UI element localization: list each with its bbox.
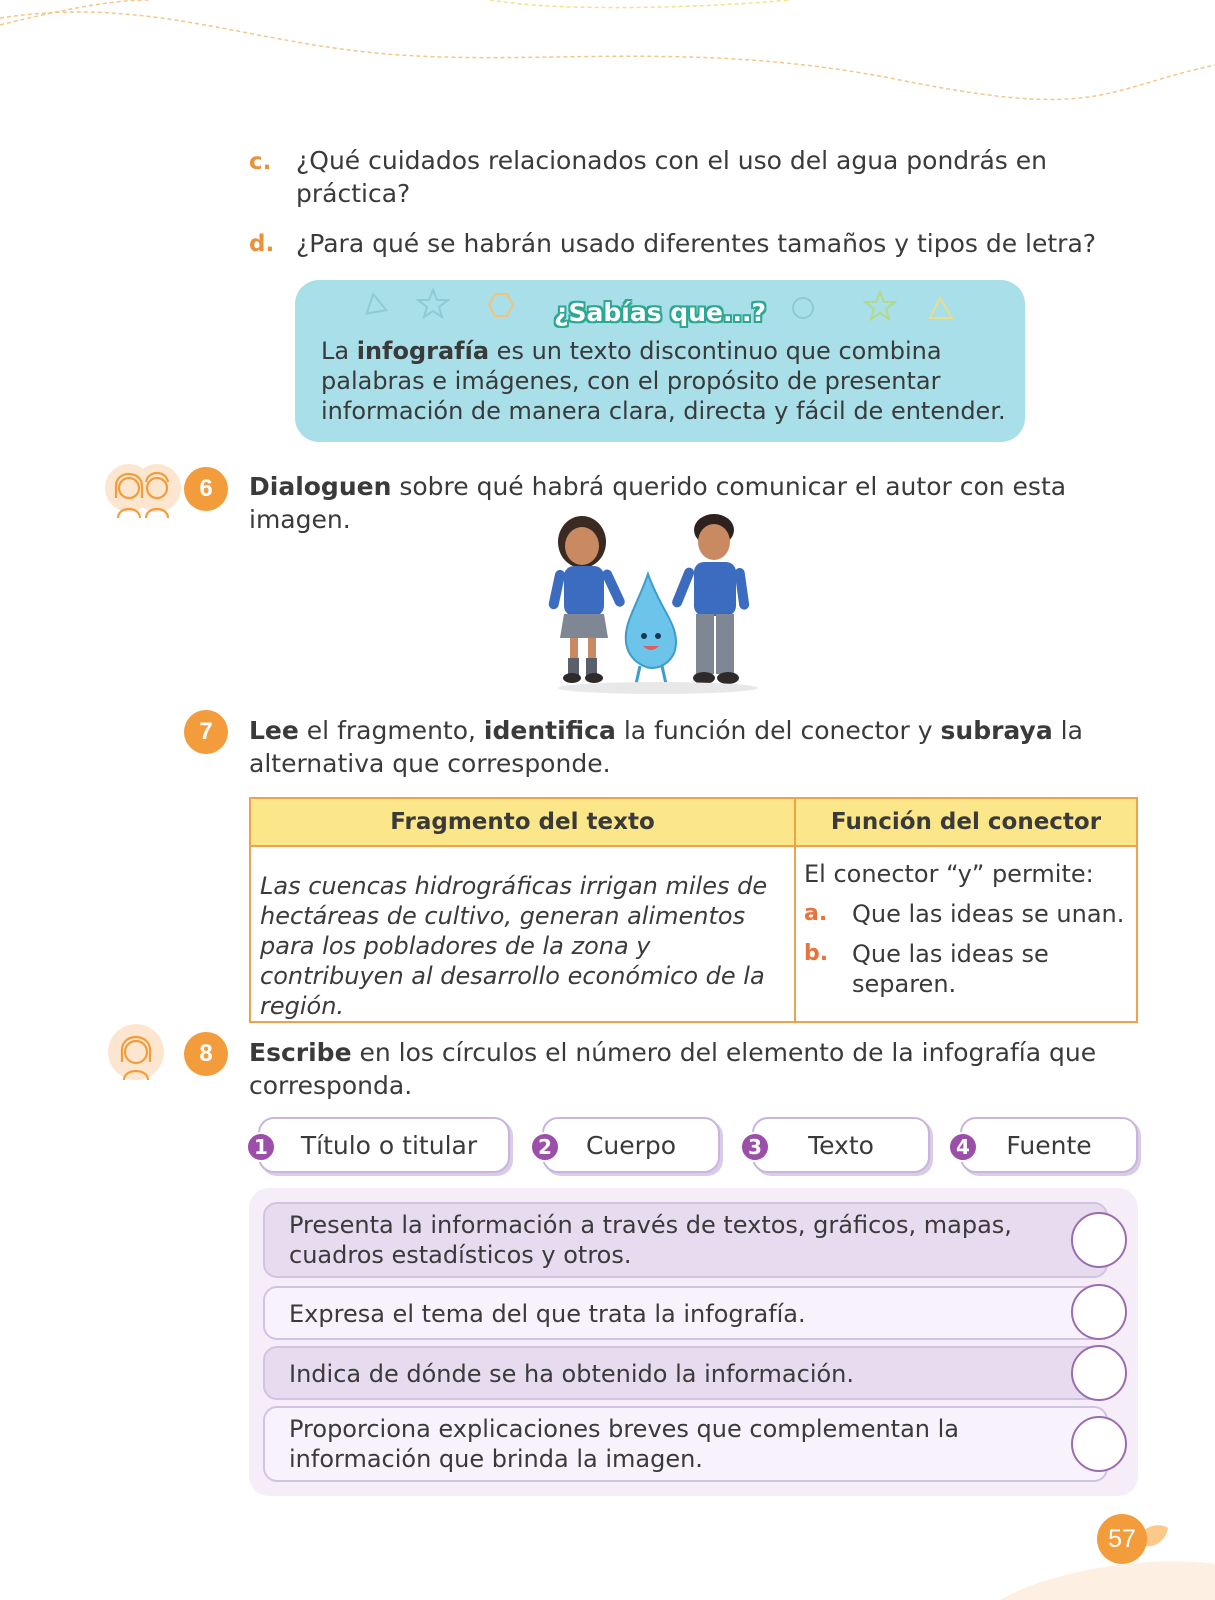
- activity-8-badge: 8: [184, 1032, 228, 1076]
- question-d-text: ¿Para qué se habrán usado diferentes tamaños y tipos de letra?: [296, 229, 1097, 258]
- table-header-function: Función del conector: [795, 798, 1137, 846]
- page-number: 57: [1097, 1514, 1147, 1564]
- sabias-que-title: ¿Sabías que...?: [554, 298, 766, 327]
- element-number-4: 4: [948, 1132, 978, 1162]
- description-text-3: Indica de dónde se ha obtenido la información.: [289, 1360, 855, 1388]
- option-a[interactable]: [804, 899, 1128, 929]
- option-b[interactable]: [804, 939, 1128, 999]
- answer-circle-2[interactable]: [1071, 1284, 1127, 1340]
- element-label-1: Título o titular: [300, 1130, 478, 1160]
- option-a-letter: a.: [804, 901, 828, 926]
- question-c-letter: c.: [249, 149, 272, 175]
- description-text-1: Presenta la información a través de textos, gráficos, mapas, cuadros estadísticos y otros.: [289, 1211, 1012, 1269]
- option-b-text: Que las ideas se separen.: [852, 940, 1049, 998]
- sabias-body-pre: La: [321, 337, 357, 365]
- element-label-3: Texto: [808, 1130, 874, 1160]
- activity-6-badge: 6: [184, 467, 228, 511]
- answer-circle-1[interactable]: [1071, 1212, 1127, 1268]
- answer-circle-4[interactable]: [1071, 1416, 1127, 1472]
- element-pill-4: [956, 1117, 1138, 1173]
- connector-table: [249, 797, 1138, 1023]
- activity-7-bold-lee: Lee: [249, 716, 299, 745]
- question-d-letter: d.: [249, 231, 275, 257]
- activity-8-rest: en los círculos el número del elemento de la infografía que corresponda.: [249, 1038, 1097, 1100]
- function-intro: El conector “y” permite:: [804, 860, 1094, 888]
- activity-7-text-3: la alternativa que corresponde.: [249, 716, 1083, 778]
- descriptions-panel: [249, 1188, 1138, 1496]
- connector-function-cell: [795, 846, 1137, 1022]
- description-row-1: [263, 1202, 1108, 1278]
- sabias-que-body: [321, 336, 1011, 426]
- activity-7-bold-subraya: subraya: [940, 716, 1053, 745]
- option-a-text: Que las ideas se unan.: [852, 900, 1125, 928]
- activity-7-text: [249, 714, 1109, 780]
- element-label-4: Fuente: [1006, 1130, 1092, 1160]
- activity-7-text-2: la función del conector y: [615, 716, 941, 745]
- children-water-drop-illustration: [548, 508, 768, 696]
- answer-circle-3[interactable]: [1071, 1345, 1127, 1401]
- sabias-body-post: es un texto discontinuo que combina palabras e imágenes, con el propósito de presentar información de manera clara, directa y fácil de entender.: [321, 337, 1006, 425]
- activity-7-badge: 7: [184, 710, 228, 754]
- activity-8-text: [249, 1036, 1109, 1102]
- sabias-body-bold: infografía: [356, 337, 490, 365]
- pair-work-icon: [104, 458, 184, 520]
- element-pill-2: [538, 1117, 720, 1173]
- option-b-letter: b.: [804, 941, 829, 966]
- element-label-2: Cuerpo: [585, 1130, 677, 1160]
- description-text-4: Proporciona explicaciones breves que complementan la información que brinda la imagen.: [289, 1415, 959, 1473]
- activity-6-bold: Dialoguen: [249, 472, 392, 501]
- element-number-2: 2: [530, 1132, 560, 1162]
- element-pill-3: [748, 1117, 930, 1173]
- table-header-fragment: Fragmento del texto: [250, 798, 795, 846]
- decorative-wave: [0, 0, 1215, 110]
- activity-8-bold: Escribe: [249, 1038, 352, 1067]
- activity-7-text-1: el fragmento,: [298, 716, 484, 745]
- individual-work-icon: [106, 1020, 166, 1082]
- description-row-4: [263, 1406, 1108, 1482]
- element-pill-1: [254, 1117, 510, 1173]
- description-row-3: [263, 1346, 1108, 1400]
- question-c-text: ¿Qué cuidados relacionados con el uso del agua pondrás en práctica?: [296, 146, 1047, 208]
- activity-7-bold-identifica: identifica: [483, 716, 616, 745]
- activity-6-rest: sobre qué habrá querido comunicar el autor con esta imagen.: [249, 472, 1067, 534]
- element-number-3: 3: [740, 1132, 770, 1162]
- description-text-2: Expresa el tema del que trata la infografía.: [289, 1300, 806, 1328]
- element-number-1: 1: [246, 1132, 276, 1162]
- description-row-2: [263, 1286, 1108, 1340]
- sabias-que-box: [295, 280, 1025, 442]
- text-fragment: Las cuencas hidrográficas irrigan miles de hectáreas de cultivo, generan alimentos para los pobladores de la zona y contribuyen al desarrollo económico de la región.: [250, 846, 795, 1022]
- page-corner-decoration: [1000, 1556, 1215, 1600]
